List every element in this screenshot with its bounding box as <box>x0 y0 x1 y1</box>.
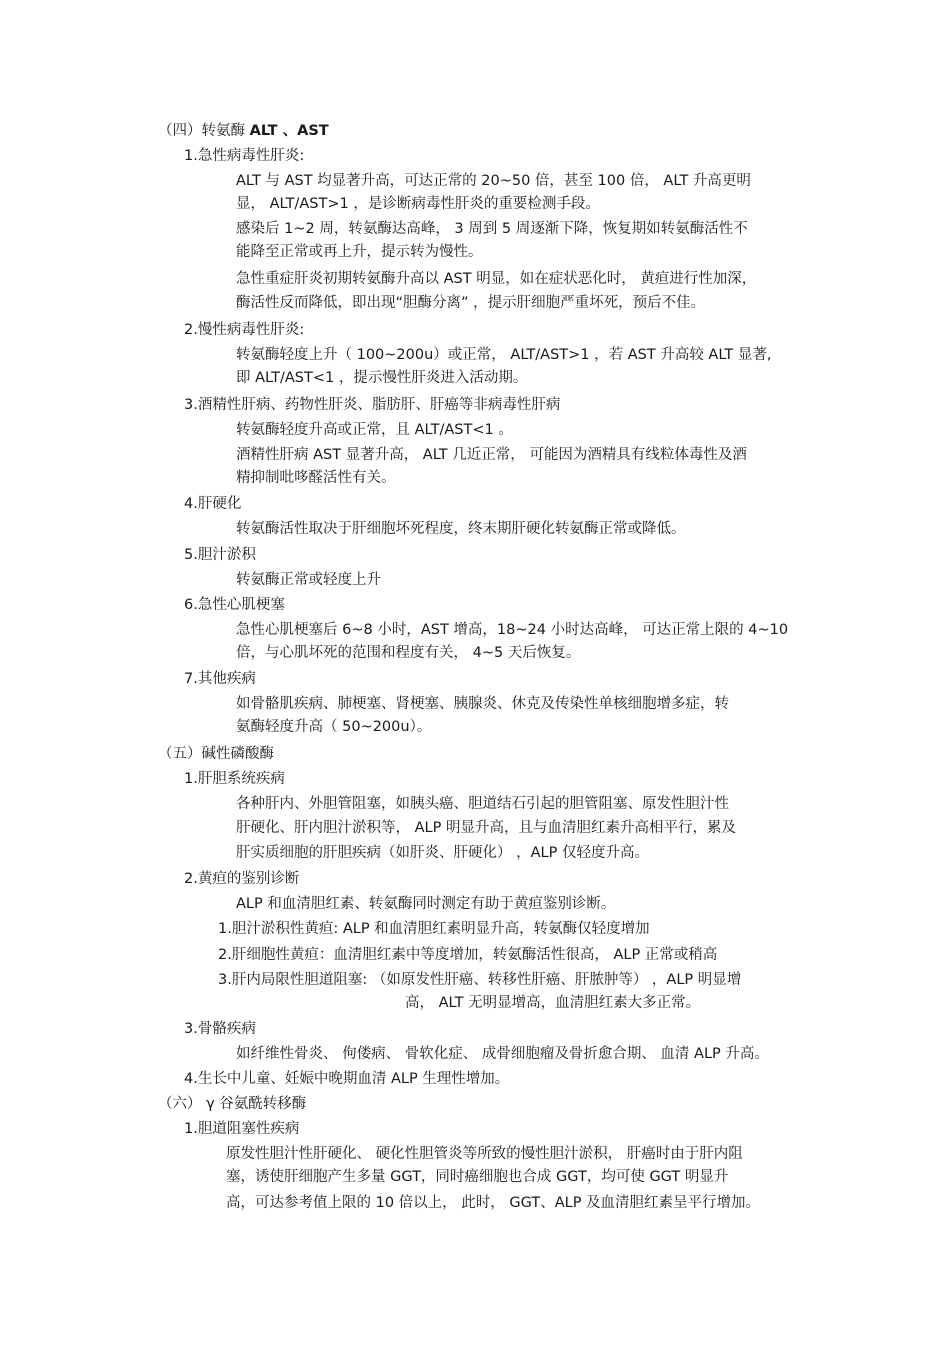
paragraph-line: 如纤维性骨炎、 佝偻病、 骨软化症、 成骨细胞瘤及骨折愈合期、 血清 ALP 升高。 <box>236 1046 769 1062</box>
subheading: 4.生长中儿童、妊娠中晚期血清 ALP 生理性增加。 <box>184 1071 510 1087</box>
paragraph-line: 精抑制吡哆醛活性有关。 <box>236 470 396 486</box>
list-item-continuation: 高， ALT 无明显增高，血清胆红素大多正常。 <box>405 995 701 1011</box>
subheading: 7.其他疾病 <box>184 671 256 687</box>
paragraph-line: 如骨骼肌疾病、肺梗塞、肾梗塞、胰腺炎、休克及传染性单核细胞增多症，转 <box>236 696 729 712</box>
section-heading-5: （五）碱性磷酸酶 <box>158 746 274 762</box>
paragraph-line: 转氨酶轻度升高或正常，且 ALT/AST<1 。 <box>236 422 513 438</box>
list-item: 3.肝内局限性胆道阻塞: （如原发性肝癌、转移性肝癌、肝脓肿等） ，ALP 明显增 <box>218 972 742 988</box>
paragraph-line: 显， ALT/AST>1 ，是诊断病毒性肝炎的重要检测手段。 <box>236 196 600 212</box>
subheading: 6.急性心肌梗塞 <box>184 597 285 613</box>
subheading: 2.慢性病毒性肝炎: <box>184 322 305 338</box>
paragraph-line: 急性心肌梗塞后 6~8 小时，AST 增高，18~24 小时达高峰， 可达正常上限的 4~10 <box>236 622 789 638</box>
subheading: 1.胆道阻塞性疾病 <box>184 1121 300 1137</box>
paragraph-line: 转氨酶正常或轻度上升 <box>236 572 381 588</box>
subheading: 3.骨骼疾病 <box>184 1021 256 1037</box>
paragraph-line: 倍，与心肌坏死的范围和程度有关， 4~5 天后恢复。 <box>236 645 581 661</box>
subheading: 3.酒精性肝病、药物性肝炎、脂肪肝、肝癌等非病毒性肝病 <box>184 397 561 413</box>
paragraph-line: 肝实质细胞的肝胆疾病（如肝炎、肝硬化） ，ALP 仅轻度升高。 <box>236 845 649 861</box>
subheading: 2.黄疸的鉴别诊断 <box>184 871 300 887</box>
paragraph-line: 高，可达参考值上限的 10 倍以上， 此时， GGT、ALP 及血清胆红素呈平行增加。 <box>226 1195 761 1211</box>
paragraph-line: 塞，诱使肝细胞产生多量 GGT，同时癌细胞也合成 GGT，均可使 GGT 明显升 <box>226 1169 729 1185</box>
section-heading-6: （六） γ 谷氨酰转移酶 <box>158 1096 307 1112</box>
paragraph-line: 酶活性反而降低，即出现“胆酶分离” ，提示肝细胞严重坏死，预后不佳。 <box>236 295 706 311</box>
paragraph-line: 各种肝内、外胆管阻塞，如胰头癌、胆道结石引起的胆管阻塞、原发性胆汁性 <box>236 796 729 812</box>
section-heading-4: （四）转氨酶 ALT 、AST <box>158 123 329 139</box>
paragraph-line: 急性重症肝炎初期转氨酶升高以 AST 明显，如在症状恶化时， 黄疸进行性加深， <box>236 271 757 287</box>
subheading: 1.肝胆系统疾病 <box>184 771 285 787</box>
paragraph-line: 氨酶轻度升高（ 50~200u）。 <box>236 719 432 735</box>
paragraph-line: 能降至正常或再上升，提示转为慢性。 <box>236 244 483 260</box>
subheading: 4.肝硬化 <box>184 496 242 512</box>
paragraph-line: 转氨酶轻度上升（ 100~200u）或正常， ALT/AST>1 ，若 AST 升高较 ALT 显著, <box>236 347 772 363</box>
paragraph-line: 感染后 1~2 周，转氨酶达高峰， 3 周到 5 周逐渐下降，恢复期如转氨酶活性不 <box>236 221 748 237</box>
paragraph-line: 即 ALT/AST<1 ，提示慢性肝炎进入活动期。 <box>236 370 528 386</box>
subheading: 1.急性病毒性肝炎: <box>184 148 305 164</box>
paragraph-line: ALT 与 AST 均显著升高，可达正常的 20~50 倍，甚至 100 倍， ALT 升高更明 <box>236 173 751 189</box>
paragraph-line: 酒精性肝病 AST 显著升高， ALT 几近正常， 可能因为酒精具有线粒体毒性及酒 <box>236 447 747 463</box>
list-item: 2.肝细胞性黄疸：血清胆红素中等度增加，转氨酶活性很高， ALP 正常或稍高 <box>218 947 718 963</box>
paragraph-line: 肝硬化、肝内胆汁淤积等， ALP 明显升高，且与血清胆红素升高相平行，累及 <box>236 820 736 836</box>
subheading: 5.胆汁淤积 <box>184 547 256 563</box>
list-item: 1.胆汁淤积性黄疸: ALP 和血清胆红素明显升高，转氨酶仅轻度增加 <box>218 921 650 937</box>
paragraph-line: ALP 和血清胆红素、转氨酶同时测定有助于黄疸鉴别诊断。 <box>236 896 616 912</box>
paragraph-line: 转氨酶活性取决于肝细胞坏死程度，终末期肝硬化转氨酶正常或降低。 <box>236 521 686 537</box>
paragraph-line: 原发性胆汁性肝硬化、 硬化性胆管炎等所致的慢性胆汁淤积， 肝癌时由于肝内阻 <box>226 1146 743 1162</box>
